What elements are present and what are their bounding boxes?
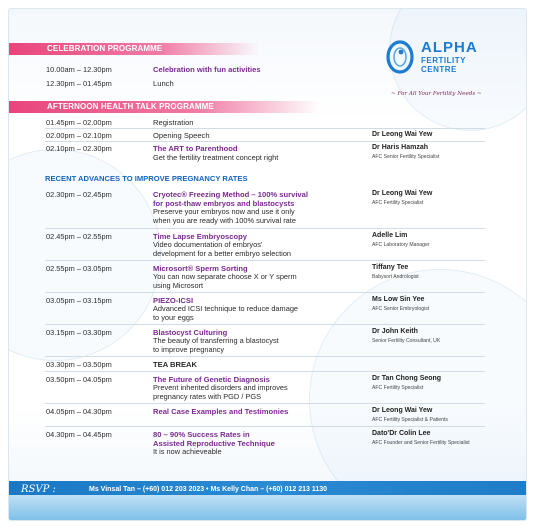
row-divider	[45, 403, 485, 404]
time-slot: 12.30pm – 01.45pm	[46, 79, 112, 88]
row-divider	[45, 228, 485, 229]
speaker-role: AFC Fertility Specialist	[372, 385, 424, 391]
time-slot: 02.30pm – 02.45pm	[46, 190, 112, 199]
row-divider	[45, 426, 485, 427]
session-title: Opening Speech	[153, 131, 210, 140]
session-description-line2: using Microsort	[153, 281, 204, 290]
session-description-line2: when you are ready with 100% survival rate	[153, 216, 296, 225]
session-title: PIEZO-ICSI	[153, 296, 194, 305]
section-header-afternoon: AFTERNOON HEALTH TALK PROGRAMME	[9, 101, 319, 113]
rsvp-label: RSVP :	[21, 484, 56, 495]
session-description: Get the fertility treatment concept right	[153, 153, 279, 162]
session-title: The ART to Parenthood	[153, 144, 238, 153]
logo-word-centre-line: CENTRE	[421, 65, 457, 74]
speaker-name: Dr Tan Chong Seong	[372, 375, 442, 382]
speaker-role: Senior Fertility Consultant, UK	[372, 338, 441, 344]
section-header-recent: RECENT ADVANCES TO IMPROVE PREGNANCY RATES	[45, 174, 248, 183]
session-description: It is now achieveable	[153, 447, 222, 456]
time-slot: 02.10pm – 02.30pm	[46, 144, 112, 153]
speaker-role: AFC Senior Embryologist	[372, 306, 430, 312]
speaker-name: Dr Leong Wai Yew	[372, 131, 433, 138]
time-slot: 02.55pm – 03.05pm	[46, 264, 112, 273]
time-slot: 03.15pm – 03.30pm	[46, 328, 112, 337]
time-slot: 03.50pm – 04.05pm	[46, 375, 112, 384]
row-divider	[45, 141, 485, 142]
time-slot: 02.00pm – 02.10pm	[46, 131, 112, 140]
logo-emblem-icon	[385, 39, 415, 75]
speaker-name: Adelle Lim	[372, 232, 408, 239]
session-title: 80 – 90% Success Rates in	[153, 430, 250, 439]
session-title: Registration	[153, 118, 194, 127]
row-divider	[45, 324, 485, 325]
session-title: Blastocyst Culturing	[153, 328, 228, 337]
row-divider	[45, 292, 485, 293]
alpha-fertility-logo	[379, 37, 509, 103]
session-title: Cryotec® Freezing Method – 100% survival	[153, 190, 308, 199]
session-title: The Future of Genetic Diagnosis	[153, 375, 270, 384]
row-divider	[45, 128, 485, 129]
speaker-role: AFC Senior Fertility Specialist	[372, 154, 440, 160]
time-slot: 04.30pm – 04.45pm	[46, 430, 112, 439]
session-description: Prevent inherited disorders and improves	[153, 383, 288, 392]
time-slot: 10.00am – 12.30pm	[46, 65, 112, 74]
session-description: Advanced ICSI technique to reduce damage	[153, 304, 299, 313]
speaker-name: Dr Haris Hamzah	[372, 144, 429, 151]
flyer-card	[8, 8, 527, 521]
speaker-name: Dr Leong Wai Yew	[372, 190, 433, 197]
session-description-line2: development for a better embryo selection	[153, 249, 292, 258]
speaker-role: AFC Fertility Specialist & Patients	[372, 417, 448, 423]
session-description: Video documentation of embryos'	[153, 240, 263, 249]
logo-tagline: ~ For All Your Fertility Needs ~	[391, 91, 482, 97]
rsvp-contacts: Ms Vinsal Tan – (+60) 012 203 2023 • Ms Kelly Chan – (+60) 012 213 1130	[89, 486, 327, 493]
session-description: You can now separate choose X or Y sperm	[153, 272, 297, 281]
speaker-role: AFC Fertility Specialist	[372, 200, 424, 206]
section-header-celebration: CELEBRATION PROGRAMME	[9, 43, 259, 55]
logo-word-fertility	[421, 56, 466, 74]
row-divider	[45, 260, 485, 261]
time-slot: 02.45pm – 02.55pm	[46, 232, 112, 241]
time-slot: 04.05pm – 04.30pm	[46, 407, 112, 416]
session-description-line2: to improve pregnancy	[153, 345, 225, 354]
session-description-line2: to your eggs	[153, 313, 194, 322]
time-slot: 01.45pm – 02.00pm	[46, 118, 112, 127]
session-title: Time Lapse Embryoscopy	[153, 232, 247, 241]
speaker-role: AFC Founder and Senior Fertility Specialist	[372, 440, 470, 446]
session-title: TEA BREAK	[153, 360, 198, 369]
speaker-role: AFC Laboratory Manager	[372, 242, 430, 248]
row-divider	[45, 356, 485, 357]
speaker-name: Dato'Dr Colin Lee	[372, 430, 431, 437]
speaker-name: Dr Leong Wai Yew	[372, 407, 433, 414]
time-slot: 03.30pm – 03.50pm	[46, 360, 112, 369]
session-description: The beauty of transferring a blastocyst	[153, 336, 279, 345]
speaker-name: Tiffany Tee	[372, 264, 409, 271]
logo-word-fertility-line: FERTILITY	[421, 56, 466, 65]
speaker-role: Babysort Andrologist	[372, 274, 419, 280]
footer-wave	[9, 495, 526, 520]
session-title: Microsort® Sperm Sorting	[153, 264, 248, 273]
row-divider	[45, 371, 485, 372]
speaker-name: Dr John Keith	[372, 328, 418, 335]
session-description: Preserve your embryos now and use it only	[153, 207, 295, 216]
session-title-line2: Assisted Reproductive Technique	[153, 439, 275, 448]
time-slot: 03.05pm – 03.15pm	[46, 296, 112, 305]
session-description-line2: pregnancy rates with PGD / PGS	[153, 392, 262, 401]
session-title: Real Case Examples and Testimonies	[153, 407, 289, 416]
speaker-name: Ms Low Sin Yee	[372, 296, 425, 303]
session-title-line2: for post-thaw embryos and blastocysts	[153, 199, 295, 208]
session-title: Lunch	[153, 79, 174, 88]
session-title: Celebration with fun activities	[153, 65, 261, 74]
logo-word-alpha: ALPHA	[421, 39, 478, 56]
